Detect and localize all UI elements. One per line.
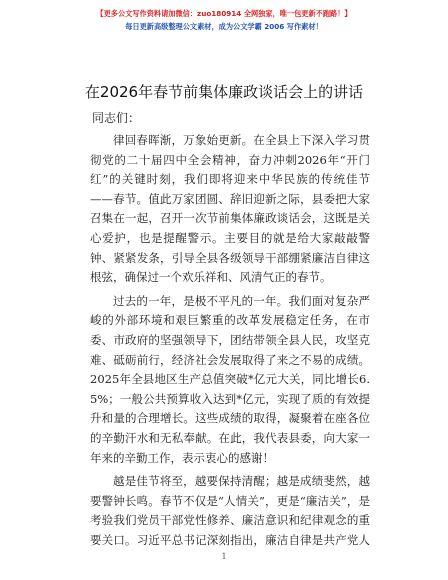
promo-banner xyxy=(0,8,448,32)
greeting: 同志们： xyxy=(92,111,141,125)
document-body xyxy=(90,131,370,554)
paragraph: 律回春晖渐，万象始更新。在全县上下深入学习贯彻党的二十届四中全会精神，奋力冲刺2026年“开门红”的关键时刻，我们即将迎来中华民族的传统佳节——春节。值此万家团圆、辞旧迎新之际，县委把大家召集在一起，召开一次节前集体廉政谈话会，这既是关心爱护，也是提醒警示。主要目的就是给大家敲敲警钟、紧紧发条，引导全县各级领导干部绷紧廉洁自律这根弦，确保过一个欢乐祥和、风清气正的春节。 xyxy=(90,133,370,285)
paragraph: 过去的一年，是极不平凡的一年。我们面对复杂严峻的外部环境和艰巨繁重的改革发展稳定任务，在市委、市政府的坚强领导下，团结带领全县人民，攻坚克难、砥砺前行，经济社会发展取得了来之不易的成绩。2025年全县地区生产总值突破*亿元大关，同比增长6.5%；一般公共预算收入达到*亿元，实现了质的有效提升和量的合理增长。这些成绩的取得，凝聚着在座各位的辛勤汗水和无私奉献。在此，我代表县委，向大家一年来的辛勤工作，表示衷心的感谢！ xyxy=(90,293,370,465)
document-title: 在2026年春节前集体廉政谈话会上的讲话 xyxy=(84,83,364,101)
promo-banner-line-1: 【更多公文写作资料请加微信：zuo180914 全网独家，唯一包更新不跑路！】 xyxy=(96,9,352,18)
paragraph: 越是佳节将至，越要保持清醒；越是成绩斐然，越要警钟长鸣。春节不仅是“人情关”，更是“廉洁关”，是考验我们党员干部党性修养、廉洁意识和纪律观念的重要关口。习近平总书记深刻指出，廉洁自律是共产党人 xyxy=(90,474,370,547)
page-number: 1 xyxy=(221,552,227,561)
promo-banner-line-2: 每日更新高级整理公文素材，成为公文学霸 2006 写作素材！ xyxy=(125,22,323,31)
